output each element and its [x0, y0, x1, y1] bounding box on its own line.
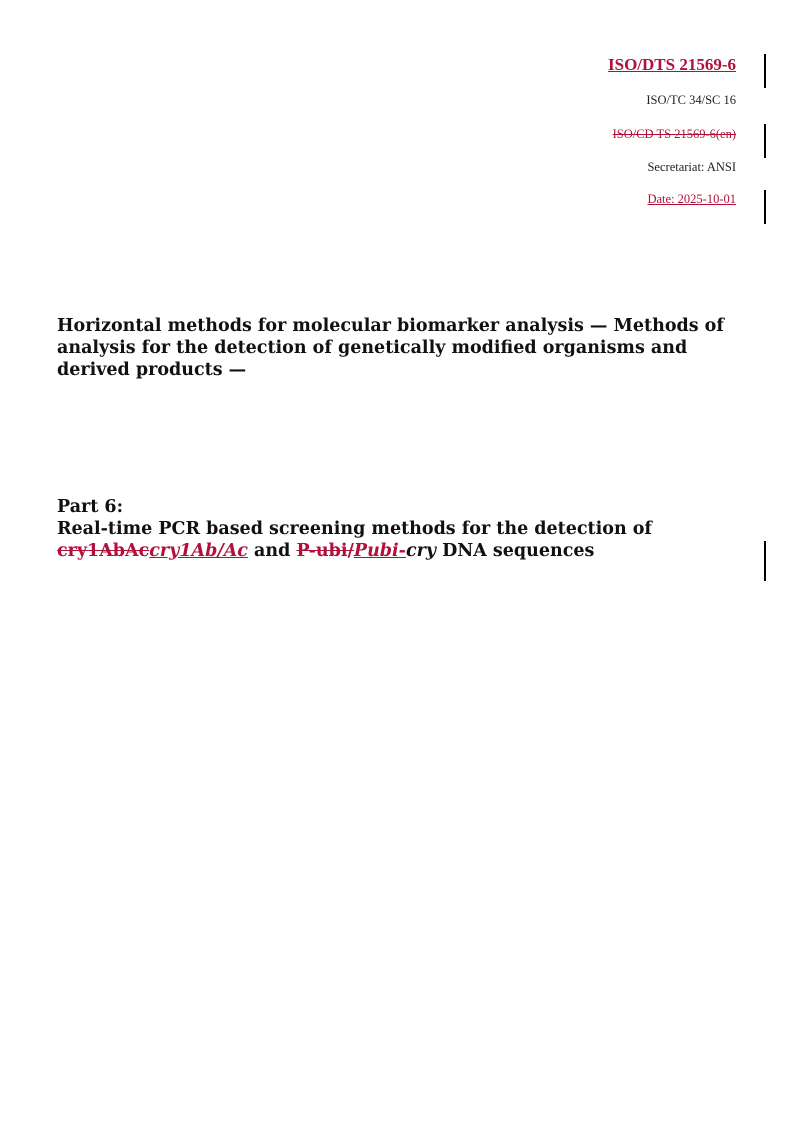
part-title: [57, 496, 747, 562]
old-reference-deleted: ISO/CD TS 21569-6(en): [612, 127, 736, 141]
italic-text: cry: [405, 541, 436, 561]
part-line-1: Real-time PCR based screening methods for the detection of: [57, 519, 652, 539]
change-bar: [764, 124, 766, 158]
inserted-text: cry1Ab/Ac: [149, 541, 248, 561]
part-label: Part 6:: [57, 497, 124, 517]
document-date: Date: 2025-10-01: [647, 192, 736, 206]
text: and: [247, 541, 297, 561]
part-line-2: [57, 540, 747, 562]
document-reference: ISO/DTS 21569-6: [608, 55, 736, 74]
inserted-text: Pubi-: [353, 541, 406, 561]
deleted-text: cry1AbAc: [57, 541, 150, 561]
text: DNA sequences: [435, 541, 595, 561]
committee: ISO/TC 34/SC 16: [646, 93, 736, 107]
secretariat: Secretariat: ANSI: [647, 160, 736, 174]
change-bar: [764, 54, 766, 88]
document-title: Horizontal methods for molecular biomarker analysis — Methods of analysis for the detection of genetically modified organisms and derived products —: [57, 316, 724, 380]
deleted-text: P-ubi/: [296, 541, 354, 561]
change-bar: [764, 541, 766, 581]
change-bar: [764, 190, 766, 224]
